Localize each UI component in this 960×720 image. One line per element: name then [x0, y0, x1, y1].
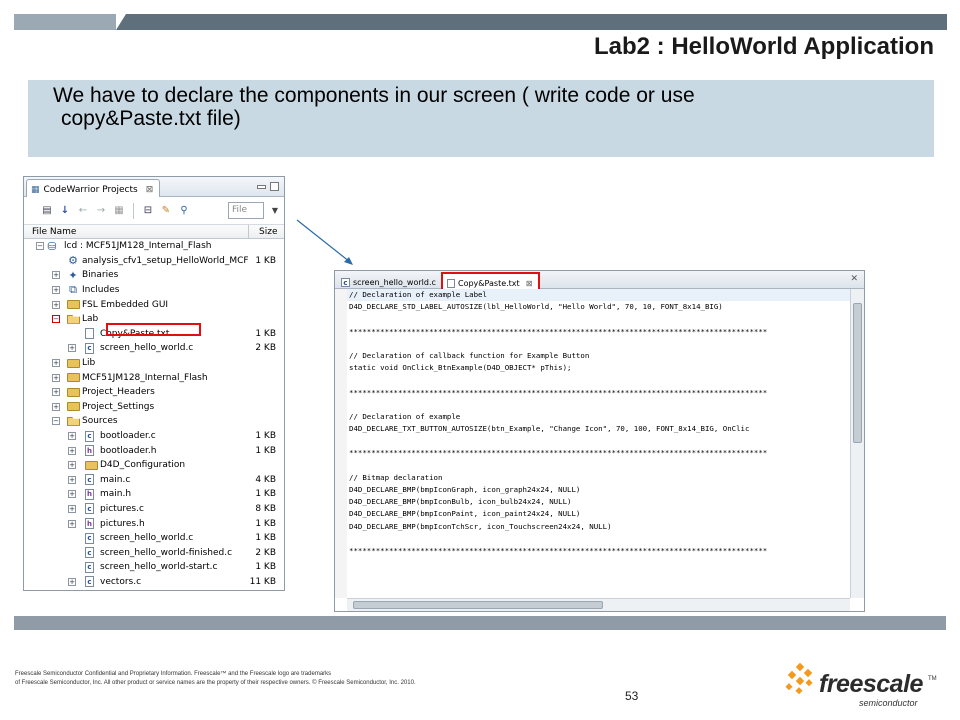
- tree-row[interactable]: [24, 254, 284, 269]
- expand-icon[interactable]: +: [53, 402, 59, 411]
- tree-item-label: screen_hello_world-finished.c: [100, 547, 233, 558]
- code-line: [347, 374, 850, 386]
- footer-legal-text: [15, 670, 416, 688]
- tab-label: CodeWarrior Projects: [43, 185, 138, 195]
- back-arrow-icon[interactable]: ←: [78, 205, 88, 216]
- forward-arrow-icon[interactable]: →: [96, 205, 106, 216]
- tree-row[interactable]: [24, 414, 284, 429]
- code-line: **********************************************************************************************: [349, 448, 768, 458]
- expand-icon[interactable]: +: [53, 286, 59, 295]
- folder-icon: [67, 359, 80, 368]
- text-file-icon: [447, 279, 455, 288]
- tree-view-icon[interactable]: ▤: [42, 205, 52, 216]
- code-line: **********************************************************************************************: [349, 326, 768, 336]
- header-stripe-left: [14, 14, 116, 30]
- expand-icon[interactable]: +: [53, 373, 59, 382]
- tree-row[interactable]: [24, 283, 284, 298]
- freescale-logo-mark: [783, 662, 823, 702]
- tree-item-size: 1 KB: [255, 533, 276, 544]
- expand-icon[interactable]: +: [69, 519, 75, 528]
- tree-item-size: 1 KB: [255, 562, 276, 573]
- tree-row[interactable]: [24, 516, 284, 531]
- tree-item-size: 2 KB: [255, 547, 276, 558]
- explorer-tabbar: [24, 177, 284, 197]
- code-line: // Declaration of callback function for Example Button: [349, 350, 590, 360]
- code-line: // Bitmap declaration: [349, 472, 443, 482]
- tab-copy-paste-txt[interactable]: [441, 272, 540, 289]
- folder-icon: [67, 300, 80, 309]
- tree-item-label: Lab: [82, 314, 99, 325]
- expand-icon[interactable]: +: [69, 475, 75, 484]
- tree-column-header: [24, 225, 284, 239]
- tab-label: screen_hello_world.c: [353, 277, 436, 287]
- column-file-name[interactable]: File Name: [24, 225, 249, 238]
- link-editor-icon[interactable]: ✎: [161, 205, 171, 216]
- c-file-icon: c: [85, 474, 94, 485]
- expand-icon[interactable]: +: [53, 300, 59, 309]
- tree-item-label: FSL Embedded GUI: [82, 299, 169, 310]
- minimize-icon[interactable]: [257, 185, 266, 189]
- h-file-icon: h: [85, 445, 94, 456]
- tree-item-label: MCF51JM128_Internal_Flash: [82, 372, 208, 383]
- code-line: D4D_DECLARE_BMP(bmpIconBulb, icon_bulb24x24, NULL): [349, 497, 572, 507]
- logo-trademark: TM: [928, 676, 937, 682]
- tree-item-size: 1 KB: [255, 518, 276, 529]
- expand-icon[interactable]: +: [69, 432, 75, 441]
- tree-row[interactable]: [24, 473, 284, 488]
- editor-tabbar: [335, 271, 864, 289]
- tree-item-label: Project_Headers: [82, 387, 155, 398]
- code-line: D4D_DECLARE_TXT_BUTTON_AUTOSIZE(btn_Example, "Change Icon", 70, 100, FONT_8x14_BIG, OnClic: [349, 424, 750, 434]
- toolbar-separator: [133, 203, 134, 219]
- tree-item-label: Project_Settings: [82, 401, 155, 412]
- horizontal-scroll-thumb[interactable]: [353, 601, 603, 609]
- tree-item-label: pictures.h: [100, 518, 145, 529]
- tree-item-label: vectors.c: [100, 576, 142, 587]
- code-line: **********************************************************************************************: [349, 387, 768, 397]
- close-icon[interactable]: ⊠: [525, 278, 533, 288]
- tree-row[interactable]: [24, 370, 284, 385]
- tree-item-label: bootloader.c: [100, 431, 156, 442]
- folder-icon: [67, 373, 80, 382]
- code-line: [347, 313, 850, 325]
- project-icon: ⛁: [47, 239, 57, 253]
- tree-item-size: 1 KB: [255, 328, 276, 339]
- tree-item-label: Lib: [82, 358, 96, 369]
- tree-row[interactable]: [24, 385, 284, 400]
- code-line: static void OnClick_BtnExample(D4D_OBJECT* pThis);: [349, 363, 572, 373]
- tree-row[interactable]: [24, 356, 284, 371]
- c-file-icon: c: [85, 533, 94, 544]
- tree-item-size: 2 KB: [255, 343, 276, 354]
- tree-item-label: analysis_cfv1_setup_HelloWorld_MCF: [82, 255, 249, 266]
- tree-row[interactable]: [24, 487, 284, 502]
- footer-stripe: [14, 616, 946, 630]
- tree-row[interactable]: [24, 458, 284, 473]
- binaries-icon: ✦: [68, 268, 78, 282]
- footer-line-2: of Freescale Semiconductor, Inc. All other product or service names are the property of their respective owners. © Freescale Semiconductor, Inc. 2010.: [15, 680, 416, 686]
- tab-label: Copy&Paste.txt: [458, 278, 520, 288]
- folder-icon: [67, 402, 80, 411]
- collapse-all-icon[interactable]: ⊟: [143, 205, 153, 216]
- tree-item-label: screen_hello_world-start.c: [100, 562, 218, 573]
- tree-item-label: main.c: [100, 474, 131, 485]
- folder-open-icon: [67, 417, 80, 426]
- code-line: **********************************************************************************************: [349, 545, 768, 555]
- tree-row[interactable]: [24, 443, 284, 458]
- folder-icon: [67, 388, 80, 397]
- tree-item-label: lcd : MCF51JM128_Internal_Flash: [64, 241, 212, 252]
- tree-row[interactable]: [24, 502, 284, 517]
- tab-screen-hello-world[interactable]: [337, 272, 442, 289]
- code-line: D4D_DECLARE_BMP(bmpIconPaint, icon_paint24x24, NULL): [349, 509, 581, 519]
- expand-icon[interactable]: +: [53, 271, 59, 280]
- text-file-icon: [85, 328, 94, 339]
- c-file-icon: c: [85, 562, 94, 573]
- expand-icon[interactable]: +: [69, 577, 75, 586]
- code-line: [347, 460, 850, 472]
- tree-item-label: Includes: [82, 285, 120, 296]
- file-filter-input[interactable]: File: [228, 202, 264, 219]
- c-file-icon: c: [341, 278, 350, 287]
- vertical-scrollbar[interactable]: [850, 289, 864, 598]
- settings-file-icon: ⚙: [68, 254, 78, 268]
- code-line: [347, 435, 850, 447]
- c-file-icon: c: [85, 503, 94, 514]
- sort-az-icon[interactable]: ↓: [60, 205, 70, 216]
- collapse-icon[interactable]: −: [53, 315, 59, 324]
- slide-title: Lab2 : HelloWorld Application: [593, 33, 934, 60]
- code-line: D4D_DECLARE_STD_LABEL_AUTOSIZE(lbl_HelloWorld, "Hello World", 70, 10, FONT_8x14_BIG): [349, 302, 723, 312]
- expand-icon[interactable]: +: [69, 344, 75, 353]
- c-file-icon: c: [85, 547, 94, 558]
- logo-subtitle: semiconductor: [859, 698, 918, 708]
- tree-item-label: Sources: [82, 416, 118, 427]
- h-file-icon: h: [85, 518, 94, 529]
- explorer-toolbar: [24, 197, 284, 225]
- h-file-icon: h: [85, 489, 94, 500]
- code-area[interactable]: [335, 289, 850, 598]
- highlight-copy-paste: [106, 323, 201, 336]
- tree-item-size: 4 KB: [255, 474, 276, 485]
- tree-item-label: screen_hello_world.c: [100, 533, 194, 544]
- filter-icon[interactable]: ▦: [114, 205, 124, 216]
- code-line: // Declaration of example: [349, 411, 461, 421]
- horizontal-scrollbar[interactable]: [347, 598, 850, 611]
- expand-icon[interactable]: +: [53, 388, 59, 397]
- tree-item-label: Copy&Paste.txt: [100, 328, 170, 339]
- folder-icon: [85, 461, 98, 470]
- chevron-down-icon[interactable]: ▼: [271, 206, 278, 215]
- footer-line-1: Freescale Semiconductor Confidential and Proprietary Information. Freescale™ and the Freescale logo are trademarks: [15, 671, 332, 677]
- vertical-scroll-thumb[interactable]: [853, 303, 862, 443]
- tree-item-size: 1 KB: [255, 445, 276, 456]
- banner-text: [53, 84, 903, 130]
- tree-item-size: 1 KB: [255, 489, 276, 500]
- tree-item-size: 11 KB: [249, 576, 276, 587]
- tree-item-label: bootloader.h: [100, 445, 157, 456]
- tree-item-label: D4D_Configuration: [100, 460, 186, 471]
- tree-row[interactable]: [24, 297, 284, 312]
- header-stripe-right: [116, 14, 947, 30]
- logo-wordmark: freescale: [819, 670, 923, 698]
- column-size[interactable]: Size: [259, 227, 278, 237]
- page-number: 53: [625, 689, 639, 703]
- collapse-icon[interactable]: −: [37, 242, 43, 251]
- c-file-icon: c: [85, 576, 94, 587]
- tree-row[interactable]: [24, 429, 284, 444]
- search-icon[interactable]: ⚲: [180, 205, 188, 216]
- maximize-icon[interactable]: [270, 182, 279, 191]
- tree-row[interactable]: [24, 341, 284, 356]
- tree-item-label: screen_hello_world.c: [100, 343, 194, 354]
- tree-item-label: pictures.c: [100, 503, 144, 514]
- c-file-icon: c: [85, 431, 94, 442]
- tree-row[interactable]: [24, 560, 284, 575]
- code-line: D4D_DECLARE_BMP(bmpIconTchScr, icon_Touchscreen24x24, NULL): [349, 521, 612, 531]
- code-line: // Declaration of example Label: [347, 289, 850, 301]
- freescale-logo: [783, 660, 943, 710]
- c-file-icon: c: [85, 343, 94, 354]
- code-line: [347, 338, 850, 350]
- tree-item-label: main.h: [100, 489, 132, 500]
- code-line: D4D_DECLARE_BMP(bmpIconGraph, icon_graph24x24, NULL): [349, 485, 581, 494]
- expand-icon[interactable]: +: [53, 359, 59, 368]
- collapse-icon[interactable]: −: [53, 417, 59, 426]
- project-tree: [24, 239, 284, 589]
- tree-row[interactable]: [24, 575, 284, 590]
- code-line: [347, 533, 850, 545]
- folder-open-icon: [67, 315, 80, 324]
- tree-row[interactable]: [24, 545, 284, 560]
- expand-icon[interactable]: +: [69, 490, 75, 499]
- tree-row[interactable]: [24, 268, 284, 283]
- tree-item-size: 1 KB: [255, 255, 276, 266]
- expand-icon[interactable]: +: [69, 446, 75, 455]
- tree-row[interactable]: [24, 531, 284, 546]
- code-editor-panel: [334, 270, 865, 612]
- includes-icon: ⧉: [69, 283, 77, 297]
- expand-icon[interactable]: +: [69, 461, 75, 470]
- close-editor-icon[interactable]: ✕: [850, 274, 858, 284]
- tab-codewarrior-projects[interactable]: [26, 179, 160, 197]
- code-line: [347, 399, 850, 411]
- banner-line-1: We have to declare the components in our screen ( write code or use: [53, 84, 695, 107]
- banner-line-2: copy&Paste.txt file): [61, 107, 241, 130]
- tree-row[interactable]: [24, 400, 284, 415]
- projects-view-icon: ▦: [31, 185, 40, 195]
- expand-icon[interactable]: +: [69, 504, 75, 513]
- codewarrior-projects-panel: [23, 176, 285, 591]
- tree-item-label: Binaries: [82, 270, 119, 281]
- tree-row[interactable]: [24, 239, 284, 254]
- tree-item-size: 1 KB: [255, 431, 276, 442]
- pointer-arrow: [295, 218, 355, 266]
- instruction-banner: [28, 80, 934, 157]
- close-icon[interactable]: ⊠: [145, 185, 154, 195]
- tree-item-size: 8 KB: [255, 503, 276, 514]
